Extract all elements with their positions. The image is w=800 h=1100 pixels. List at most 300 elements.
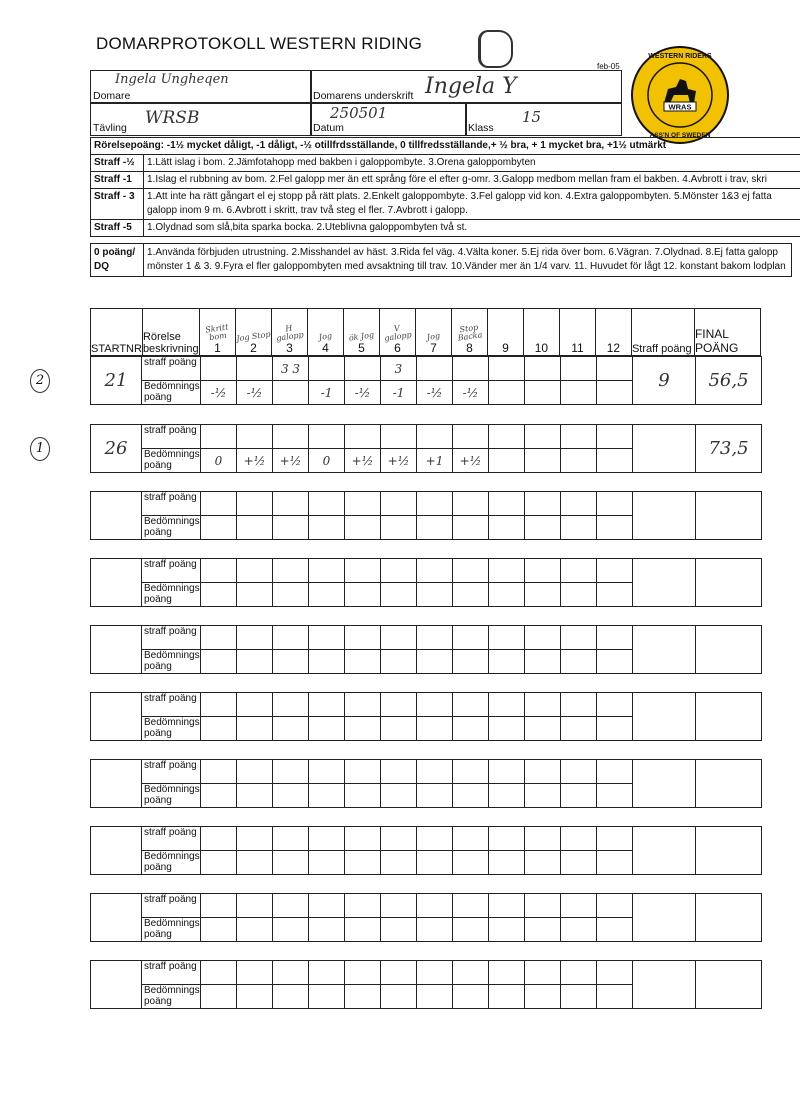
startnr-cell[interactable] [91, 961, 142, 1009]
score-cell[interactable] [453, 717, 489, 741]
entry-block [90, 759, 762, 808]
score-cell[interactable] [597, 717, 633, 741]
penalty-cell[interactable] [309, 492, 345, 516]
startnr-cell[interactable]: 26 [91, 425, 142, 473]
penalty-cell[interactable] [309, 827, 345, 851]
score-cell[interactable] [273, 650, 309, 674]
penalty-cell[interactable] [237, 626, 273, 650]
penalty-cell[interactable] [453, 760, 489, 784]
score-cell[interactable] [597, 851, 633, 875]
score-cell[interactable] [525, 985, 561, 1009]
score-cell[interactable] [237, 717, 273, 741]
score-cell[interactable] [201, 784, 237, 808]
penalty-cell[interactable] [381, 559, 417, 583]
penalty-cell[interactable] [417, 827, 453, 851]
penalty-cell[interactable] [525, 357, 561, 381]
penalty-cell[interactable] [345, 559, 381, 583]
penalty-total-cell[interactable] [633, 760, 696, 808]
penalty-cell[interactable]: 3 3 [273, 357, 309, 381]
startnr-cell[interactable]: 21 [91, 357, 142, 405]
penalty-total-cell[interactable] [633, 894, 696, 942]
score-cell[interactable] [273, 918, 309, 942]
score-cell[interactable] [237, 918, 273, 942]
penalty-cell[interactable] [345, 492, 381, 516]
score-cell[interactable] [309, 851, 345, 875]
maneuver-col-10: 10 [523, 309, 559, 356]
score-cell[interactable] [273, 851, 309, 875]
score-cell[interactable] [237, 516, 273, 540]
penalty-cell[interactable] [561, 894, 597, 918]
penalty-cell[interactable] [597, 559, 633, 583]
rule-key: Straff -5 [91, 220, 144, 237]
maneuver-col-4: Jog 4 [307, 309, 343, 356]
penalty-cell[interactable] [525, 693, 561, 717]
penalty-cell[interactable] [345, 760, 381, 784]
penalty-total-cell[interactable] [633, 827, 696, 875]
penalty-cell[interactable] [309, 894, 345, 918]
score-cell[interactable] [525, 717, 561, 741]
score-cell[interactable]: -½ [237, 381, 273, 405]
score-cell[interactable] [561, 784, 597, 808]
penalty-cell[interactable] [597, 693, 633, 717]
penalty-cell[interactable] [345, 626, 381, 650]
penalty-cell[interactable] [561, 827, 597, 851]
penalty-cell[interactable] [381, 492, 417, 516]
penalty-row-label: straff poäng [142, 693, 201, 717]
score-cell[interactable] [453, 516, 489, 540]
penalty-cell[interactable] [417, 492, 453, 516]
penalty-cell[interactable] [345, 693, 381, 717]
score-cell[interactable] [597, 918, 633, 942]
penalty-cell[interactable] [453, 357, 489, 381]
score-cell[interactable]: +1 [417, 449, 453, 473]
penalty-total-cell[interactable] [633, 961, 696, 1009]
penalty-cell[interactable] [525, 760, 561, 784]
penalty-cell[interactable] [381, 961, 417, 985]
penalty-cell[interactable] [201, 626, 237, 650]
score-cell[interactable] [381, 583, 417, 607]
penalty-cell[interactable] [273, 760, 309, 784]
penalty-cell[interactable] [237, 492, 273, 516]
startnr-cell[interactable] [91, 559, 142, 607]
penalty-cell[interactable] [489, 492, 525, 516]
score-cell[interactable] [417, 851, 453, 875]
final-score-cell[interactable]: 73,5 [696, 425, 762, 473]
penalty-cell[interactable] [309, 693, 345, 717]
score-cell[interactable] [561, 583, 597, 607]
score-cell[interactable] [489, 381, 525, 405]
score-cell[interactable] [381, 851, 417, 875]
penalty-cell[interactable] [345, 961, 381, 985]
score-cell[interactable] [417, 985, 453, 1009]
score-cell[interactable] [489, 918, 525, 942]
score-cell[interactable] [273, 985, 309, 1009]
penalty-cell[interactable] [525, 626, 561, 650]
penalty-cell[interactable] [345, 425, 381, 449]
penalty-cell[interactable] [489, 693, 525, 717]
penalty-cell[interactable] [597, 827, 633, 851]
score-cell[interactable] [201, 985, 237, 1009]
score-cell[interactable] [201, 516, 237, 540]
penalty-cell[interactable] [417, 693, 453, 717]
score-cell[interactable] [597, 583, 633, 607]
penalty-cell[interactable] [525, 492, 561, 516]
penalty-cell[interactable] [561, 492, 597, 516]
score-cell[interactable] [309, 985, 345, 1009]
penalty-cell[interactable] [525, 961, 561, 985]
penalty-cell[interactable] [453, 492, 489, 516]
score-cell[interactable] [453, 918, 489, 942]
score-cell[interactable]: -1 [309, 381, 345, 405]
penalty-cell[interactable] [561, 559, 597, 583]
score-cell[interactable] [273, 381, 309, 405]
penalty-cell[interactable] [561, 693, 597, 717]
penalty-cell[interactable] [309, 760, 345, 784]
score-cell[interactable] [237, 851, 273, 875]
penalty-cell[interactable] [489, 760, 525, 784]
penalty-cell[interactable] [381, 626, 417, 650]
score-cell[interactable]: -½ [201, 381, 237, 405]
penalty-cell[interactable] [237, 961, 273, 985]
score-cell[interactable] [561, 717, 597, 741]
penalty-cell[interactable] [345, 357, 381, 381]
score-cell[interactable] [381, 650, 417, 674]
startnr-cell[interactable] [91, 894, 142, 942]
rule-key: Straff -½ [91, 155, 144, 172]
score-cell[interactable] [597, 784, 633, 808]
score-cell[interactable] [489, 449, 525, 473]
penalty-cell[interactable] [237, 827, 273, 851]
score-cell[interactable] [345, 918, 381, 942]
startnr-cell[interactable] [91, 693, 142, 741]
penalty-cell[interactable] [597, 961, 633, 985]
score-cell[interactable] [381, 985, 417, 1009]
penalty-cell[interactable] [201, 425, 237, 449]
penalty-row-label: straff poäng [142, 827, 201, 851]
score-cell[interactable] [381, 918, 417, 942]
score-cell[interactable] [345, 583, 381, 607]
penalty-cell[interactable] [597, 425, 633, 449]
penalty-cell[interactable] [345, 827, 381, 851]
score-cell[interactable] [345, 717, 381, 741]
penalty-cell[interactable] [201, 760, 237, 784]
score-cell[interactable] [201, 650, 237, 674]
movement-header: Rörelse beskrivning [142, 309, 199, 356]
penalty-cell[interactable] [417, 626, 453, 650]
penalty-cell[interactable] [597, 894, 633, 918]
score-cell[interactable] [525, 583, 561, 607]
score-cell[interactable] [345, 985, 381, 1009]
score-cell[interactable] [381, 784, 417, 808]
score-cell[interactable]: +½ [345, 449, 381, 473]
score-cell[interactable]: -½ [345, 381, 381, 405]
score-cell[interactable] [201, 583, 237, 607]
score-cell[interactable] [273, 583, 309, 607]
penalty-cell[interactable] [381, 827, 417, 851]
penalty-cell[interactable] [561, 425, 597, 449]
penalty-cell[interactable] [417, 559, 453, 583]
final-score-cell[interactable] [696, 894, 762, 942]
score-cell[interactable] [597, 516, 633, 540]
final-score-cell[interactable] [696, 693, 762, 741]
rule-key: Straff - 3 [91, 189, 144, 220]
penalty-cell[interactable] [453, 961, 489, 985]
penalty-cell[interactable] [273, 894, 309, 918]
score-cell[interactable] [525, 516, 561, 540]
score-cell[interactable] [309, 717, 345, 741]
penalty-cell[interactable] [345, 894, 381, 918]
score-cell[interactable] [597, 985, 633, 1009]
penalty-cell[interactable] [417, 760, 453, 784]
penalty-total-cell[interactable] [633, 425, 696, 473]
score-cell[interactable] [525, 784, 561, 808]
penalty-cell[interactable] [309, 357, 345, 381]
maneuver-col-7: Jog 7 [415, 309, 451, 356]
score-cell[interactable] [561, 650, 597, 674]
final-score-cell[interactable] [696, 559, 762, 607]
penalty-total-cell[interactable] [633, 492, 696, 540]
score-cell[interactable] [597, 381, 633, 405]
score-cell[interactable] [453, 985, 489, 1009]
penalty-cell[interactable] [525, 894, 561, 918]
score-cell[interactable]: 0 [309, 449, 345, 473]
penalty-cell[interactable] [237, 425, 273, 449]
penalty-cell[interactable] [489, 626, 525, 650]
penalty-total-cell[interactable] [633, 626, 696, 674]
penalty-cell[interactable] [201, 357, 237, 381]
startnr-cell[interactable] [91, 760, 142, 808]
penalty-cell[interactable] [201, 827, 237, 851]
entry-block [90, 692, 762, 741]
penalty-cell[interactable] [273, 559, 309, 583]
score-cell[interactable] [417, 918, 453, 942]
penalty-cell[interactable] [273, 425, 309, 449]
penalty-cell[interactable] [237, 894, 273, 918]
score-grid-header [90, 308, 761, 356]
penalty-total-cell[interactable] [633, 693, 696, 741]
score-cell[interactable]: +½ [453, 449, 489, 473]
score-cell[interactable] [561, 918, 597, 942]
score-cell[interactable] [417, 784, 453, 808]
penalty-cell[interactable] [489, 894, 525, 918]
score-cell[interactable] [309, 516, 345, 540]
score-cell[interactable] [561, 449, 597, 473]
score-cell[interactable] [309, 583, 345, 607]
penalty-cell[interactable] [597, 760, 633, 784]
score-cell[interactable] [561, 985, 597, 1009]
judge-label: Domare [93, 90, 131, 102]
penalty-cell[interactable] [309, 961, 345, 985]
score-cell[interactable] [417, 516, 453, 540]
penalty-cell[interactable] [381, 760, 417, 784]
penalty-cell[interactable] [453, 626, 489, 650]
score-cell[interactable] [237, 583, 273, 607]
score-cell[interactable] [309, 784, 345, 808]
final-score-cell[interactable] [696, 760, 762, 808]
score-cell[interactable] [489, 583, 525, 607]
penalty-cell[interactable] [597, 626, 633, 650]
entry-block [90, 893, 762, 942]
entry-block [90, 625, 762, 674]
maneuver-col-2: Jog Stop 2 [235, 309, 271, 356]
penalty-cell[interactable] [561, 760, 597, 784]
score-cell[interactable] [453, 851, 489, 875]
score-cell[interactable] [561, 381, 597, 405]
score-cell[interactable]: 0 [201, 449, 237, 473]
score-cell[interactable] [489, 851, 525, 875]
score-cell[interactable] [489, 784, 525, 808]
penalty-cell[interactable] [417, 894, 453, 918]
score-cell[interactable] [381, 717, 417, 741]
penalty-total-cell[interactable]: 9 [633, 357, 696, 405]
score-cell[interactable] [237, 985, 273, 1009]
penalty-cell[interactable] [237, 693, 273, 717]
entry-block [90, 491, 762, 540]
score-cell[interactable] [237, 650, 273, 674]
penalty-cell[interactable] [597, 492, 633, 516]
score-cell[interactable]: -1 [381, 381, 417, 405]
score-cell[interactable] [489, 717, 525, 741]
startnr-cell[interactable] [91, 492, 142, 540]
score-cell[interactable] [273, 717, 309, 741]
score-cell[interactable] [345, 851, 381, 875]
score-cell[interactable] [201, 851, 237, 875]
penalty-cell[interactable] [525, 827, 561, 851]
score-cell[interactable] [525, 449, 561, 473]
penalty-cell[interactable]: 3 [381, 357, 417, 381]
penalty-cell[interactable] [453, 693, 489, 717]
score-cell[interactable] [417, 717, 453, 741]
penalty-cell[interactable] [201, 693, 237, 717]
penalty-cell[interactable] [309, 559, 345, 583]
penalty-cell[interactable] [489, 961, 525, 985]
score-cell[interactable] [417, 650, 453, 674]
score-cell[interactable]: -½ [453, 381, 489, 405]
final-score-cell[interactable]: 56,5 [696, 357, 762, 405]
score-cell[interactable] [273, 784, 309, 808]
penalty-cell[interactable] [561, 626, 597, 650]
entry-block [90, 826, 762, 875]
score-cell[interactable] [309, 918, 345, 942]
score-cell[interactable]: +½ [237, 449, 273, 473]
score-cell[interactable] [417, 583, 453, 607]
penalty-cell[interactable] [381, 693, 417, 717]
penalty-cell[interactable] [273, 827, 309, 851]
score-cell[interactable] [525, 381, 561, 405]
penalty-cell[interactable] [489, 357, 525, 381]
judge-row-label: Bedömnings poäng [142, 985, 201, 1009]
score-cell[interactable]: -½ [417, 381, 453, 405]
judge-row-label: Bedömnings poäng [142, 918, 201, 942]
penalty-cell[interactable] [453, 425, 489, 449]
penalty-cell[interactable] [273, 626, 309, 650]
final-score-cell[interactable] [696, 492, 762, 540]
score-cell[interactable] [561, 851, 597, 875]
penalty-cell[interactable] [489, 827, 525, 851]
score-cell[interactable] [453, 650, 489, 674]
penalty-cell[interactable] [273, 693, 309, 717]
score-cell[interactable] [345, 784, 381, 808]
final-score-cell[interactable] [696, 827, 762, 875]
penalty-cell[interactable] [237, 559, 273, 583]
score-cell[interactable] [309, 650, 345, 674]
penalty-cell[interactable] [273, 492, 309, 516]
final-score-cell[interactable] [696, 961, 762, 1009]
competition-label: Tävling [93, 122, 127, 134]
score-cell[interactable] [453, 583, 489, 607]
penalty-cell[interactable] [381, 425, 417, 449]
score-cell[interactable] [381, 516, 417, 540]
score-cell[interactable] [489, 985, 525, 1009]
penalty-cell[interactable] [309, 626, 345, 650]
penalty-cell[interactable] [453, 894, 489, 918]
penalty-cell[interactable] [525, 425, 561, 449]
rules-table [90, 137, 800, 237]
score-cell[interactable] [525, 918, 561, 942]
penalty-cell[interactable] [237, 760, 273, 784]
penalty-cell[interactable] [237, 357, 273, 381]
penalty-cell[interactable] [201, 559, 237, 583]
penalty-cell[interactable] [273, 961, 309, 985]
score-cell[interactable] [597, 650, 633, 674]
score-cell[interactable] [561, 516, 597, 540]
penalty-row-label: straff poäng [142, 492, 201, 516]
score-cell[interactable] [489, 516, 525, 540]
score-cell[interactable] [345, 650, 381, 674]
startnr-cell[interactable] [91, 827, 142, 875]
movement-scores-legend: Rörelsepoäng: -1½ mycket dåligt, -1 dåligt, -½ otillfrdsställande, 0 tillfredsställande,+ ½ bra, + 1 mycket bra, +1½ utmärkt [91, 138, 800, 155]
score-cell[interactable]: +½ [381, 449, 417, 473]
score-cell[interactable] [201, 717, 237, 741]
penalty-cell[interactable] [489, 425, 525, 449]
penalty-cell[interactable] [489, 559, 525, 583]
penalty-cell[interactable] [309, 425, 345, 449]
rule-key: Straff -1 [91, 172, 144, 189]
penalty-cell[interactable] [561, 357, 597, 381]
score-cell[interactable] [525, 650, 561, 674]
wras-logo [630, 45, 730, 145]
penalty-cell[interactable] [597, 357, 633, 381]
penalty-cell[interactable] [561, 961, 597, 985]
score-cell[interactable] [237, 784, 273, 808]
penalty-total-cell[interactable] [633, 559, 696, 607]
penalty-cell[interactable] [381, 894, 417, 918]
score-cell[interactable]: +½ [273, 449, 309, 473]
page-mark [478, 30, 513, 68]
penalty-cell[interactable] [201, 961, 237, 985]
score-cell[interactable] [273, 516, 309, 540]
score-cell[interactable] [201, 918, 237, 942]
score-cell[interactable] [345, 516, 381, 540]
penalty-cell[interactable] [417, 425, 453, 449]
startnr-cell[interactable] [91, 626, 142, 674]
penalty-cell[interactable] [453, 827, 489, 851]
penalty-cell[interactable] [525, 559, 561, 583]
penalty-cell[interactable] [453, 559, 489, 583]
judge-row-label: Bedömnings poäng [142, 717, 201, 741]
score-cell[interactable] [489, 650, 525, 674]
entry-block [90, 356, 762, 405]
penalty-cell[interactable] [201, 492, 237, 516]
penalty-cell[interactable] [417, 357, 453, 381]
score-cell[interactable] [597, 449, 633, 473]
penalty-cell[interactable] [201, 894, 237, 918]
final-score-cell[interactable] [696, 626, 762, 674]
penalty-cell[interactable] [417, 961, 453, 985]
score-cell[interactable] [453, 784, 489, 808]
score-cell[interactable] [525, 851, 561, 875]
entry-block [90, 558, 762, 607]
